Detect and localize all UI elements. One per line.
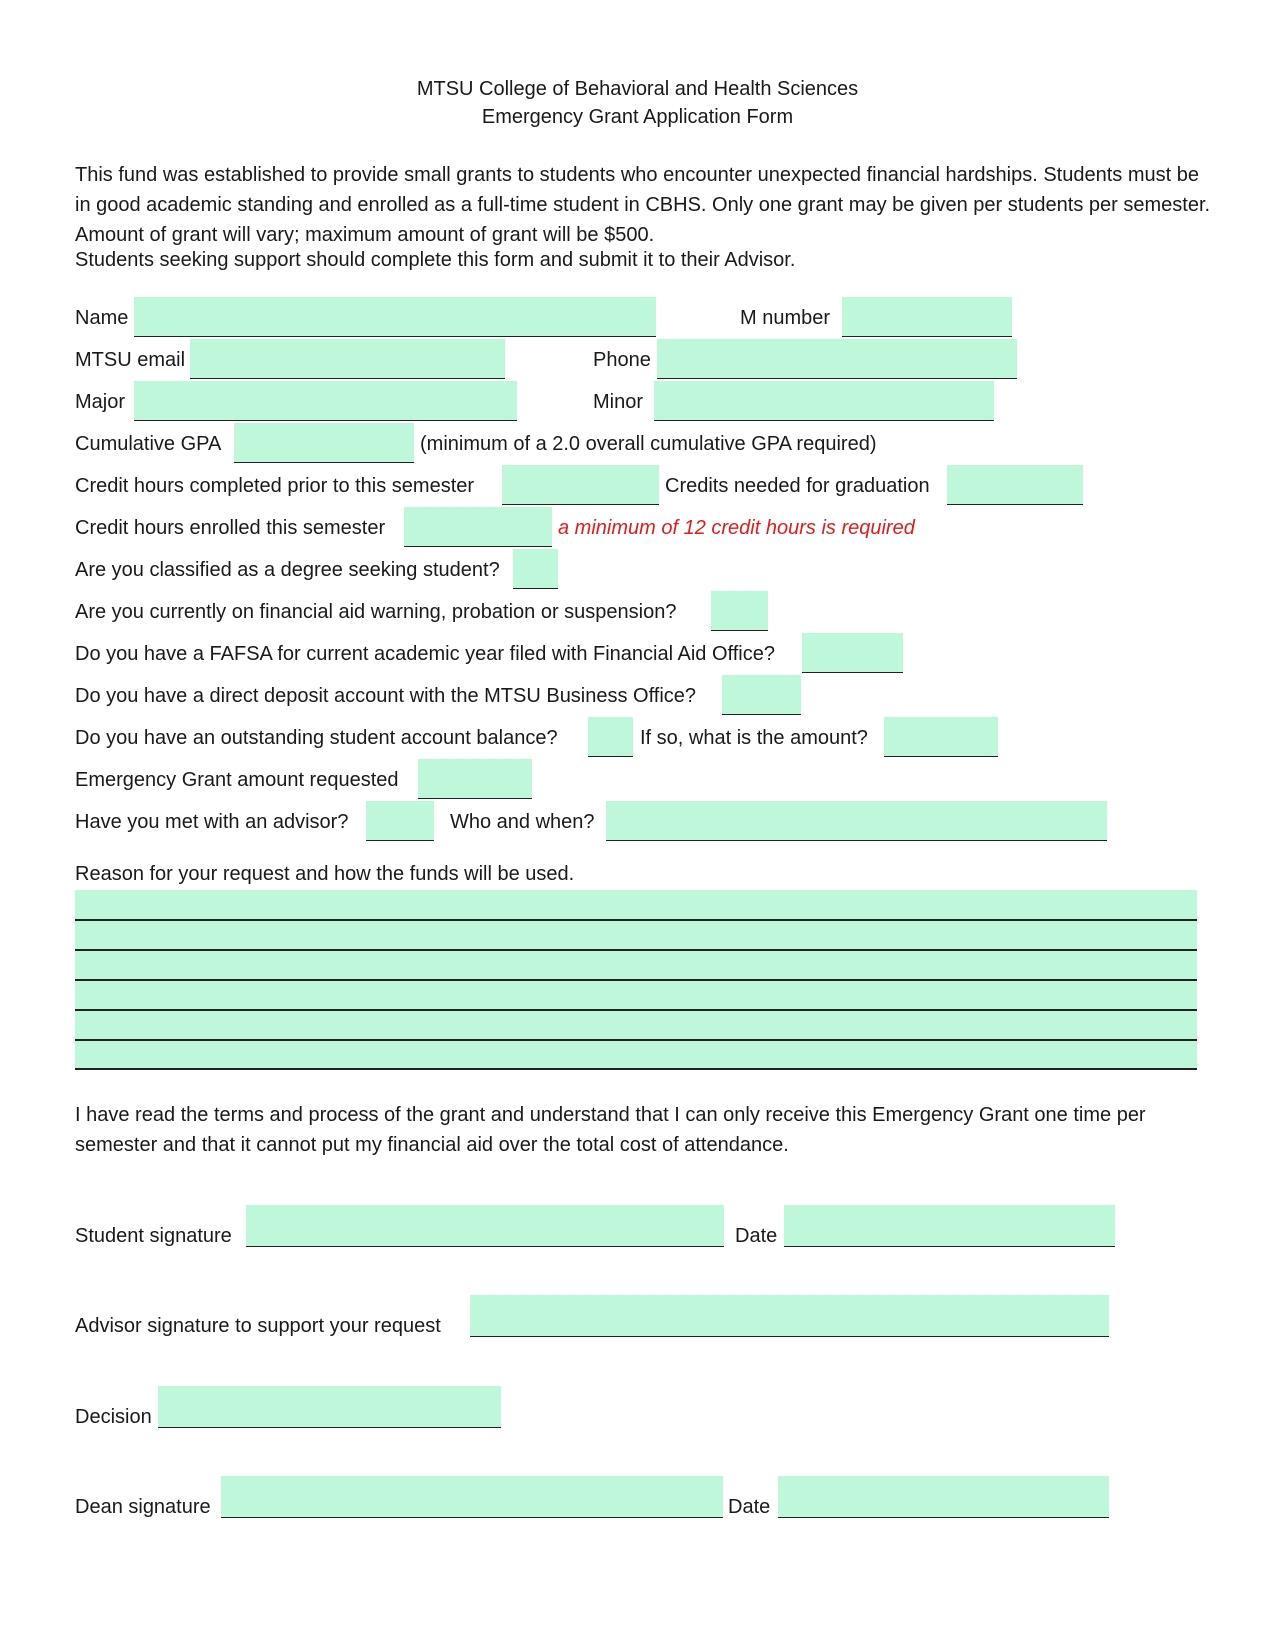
- reason-line: [75, 949, 1197, 951]
- reason-line: [75, 1009, 1197, 1011]
- major-field[interactable]: [134, 381, 517, 421]
- reason-label: Reason for your request and how the funds will be used.: [75, 863, 575, 885]
- acknowledgement-statement: I have read the terms and process of the grant and understand that I can only receive this Emergency Grant one time per semester and that it cannot put my financial aid over the total cost of attendance.: [75, 1104, 1146, 1156]
- balance-amount-label: If so, what is the amount?: [640, 727, 868, 749]
- who-when-field[interactable]: [606, 801, 1107, 841]
- reason-line: [75, 1039, 1197, 1041]
- aid-warning-label: Are you currently on financial aid warning, probation or suspension?: [75, 601, 677, 623]
- name-label: Name: [75, 307, 129, 329]
- m-number-field[interactable]: [842, 297, 1012, 337]
- credits-enrolled-field[interactable]: [404, 507, 552, 547]
- gpa-requirement-note: (minimum of a 2.0 overall cumulative GPA required): [420, 433, 877, 455]
- student-signature-label: Student signature: [75, 1225, 232, 1247]
- aid-warning-field[interactable]: [711, 591, 768, 631]
- credits-completed-label: Credit hours completed prior to this semester: [75, 475, 475, 497]
- name-field[interactable]: [134, 297, 656, 337]
- direct-deposit-field[interactable]: [722, 675, 801, 715]
- reason-line: [75, 919, 1197, 921]
- dean-date-field[interactable]: [778, 1476, 1109, 1518]
- gpa-field[interactable]: [234, 423, 414, 463]
- dean-signature-field[interactable]: [221, 1476, 723, 1518]
- decision-label: Decision: [75, 1406, 152, 1428]
- email-field[interactable]: [190, 339, 505, 379]
- intro-instructions: Students seeking support should complete this form and submit it to their Advisor.: [75, 249, 796, 271]
- phone-field[interactable]: [657, 339, 1017, 379]
- phone-label: Phone: [593, 349, 651, 371]
- direct-deposit-label: Do you have a direct deposit account with the MTSU Business Office?: [75, 685, 697, 707]
- credits-enrolled-label: Credit hours enrolled this semester: [75, 517, 386, 539]
- major-label: Major: [75, 391, 126, 413]
- credits-needed-label: Credits needed for graduation: [665, 475, 930, 497]
- met-advisor-label: Have you met with an advisor?: [75, 811, 349, 833]
- credits-needed-field[interactable]: [947, 465, 1083, 505]
- student-date-field[interactable]: [784, 1205, 1115, 1247]
- degree-seeking-field[interactable]: [513, 549, 558, 589]
- advisor-signature-label: Advisor signature to support your request: [75, 1315, 441, 1337]
- gpa-label: Cumulative GPA: [75, 433, 222, 455]
- student-signature-field[interactable]: [246, 1205, 724, 1247]
- dean-date-label: Date: [728, 1496, 771, 1518]
- form-title: Emergency Grant Application Form: [481, 106, 794, 128]
- advisor-signature-field[interactable]: [470, 1295, 1109, 1337]
- m-number-label: M number: [740, 307, 831, 329]
- minor-field[interactable]: [654, 381, 994, 421]
- reason-textarea[interactable]: [75, 890, 1197, 1070]
- fafsa-field[interactable]: [802, 633, 903, 673]
- form-institution-title: MTSU College of Behavioral and Health Sciences: [416, 78, 859, 100]
- amount-requested-field[interactable]: [418, 759, 532, 799]
- decision-field[interactable]: [158, 1386, 501, 1428]
- who-when-label: Who and when?: [450, 811, 595, 833]
- minor-label: Minor: [593, 391, 644, 413]
- dean-signature-label: Dean signature: [75, 1496, 211, 1518]
- degree-seeking-label: Are you classified as a degree seeking student?: [75, 559, 500, 581]
- intro-paragraph: This fund was established to provide small grants to students who encounter unexpected financial hardships. Students must be in good academic standing and enrolled as a full-time student in CBHS. Only one grant may be given per students per semester. Amount of grant will vary; maximum amount of grant will be $500.: [75, 164, 1211, 246]
- credits-completed-field[interactable]: [502, 465, 659, 505]
- reason-line: [75, 1068, 1197, 1070]
- balance-amount-field[interactable]: [884, 717, 998, 757]
- outstanding-balance-label: Do you have an outstanding student account balance?: [75, 727, 558, 749]
- student-date-label: Date: [735, 1225, 778, 1247]
- amount-requested-label: Emergency Grant amount requested: [75, 769, 399, 791]
- credit-minimum-note: a minimum of 12 credit hours is required: [558, 517, 915, 539]
- met-advisor-field[interactable]: [366, 801, 434, 841]
- email-label: MTSU email: [75, 349, 186, 371]
- outstanding-balance-field[interactable]: [588, 717, 633, 757]
- fafsa-label: Do you have a FAFSA for current academic year filed with Financial Aid Office?: [75, 643, 775, 665]
- reason-line: [75, 979, 1197, 981]
